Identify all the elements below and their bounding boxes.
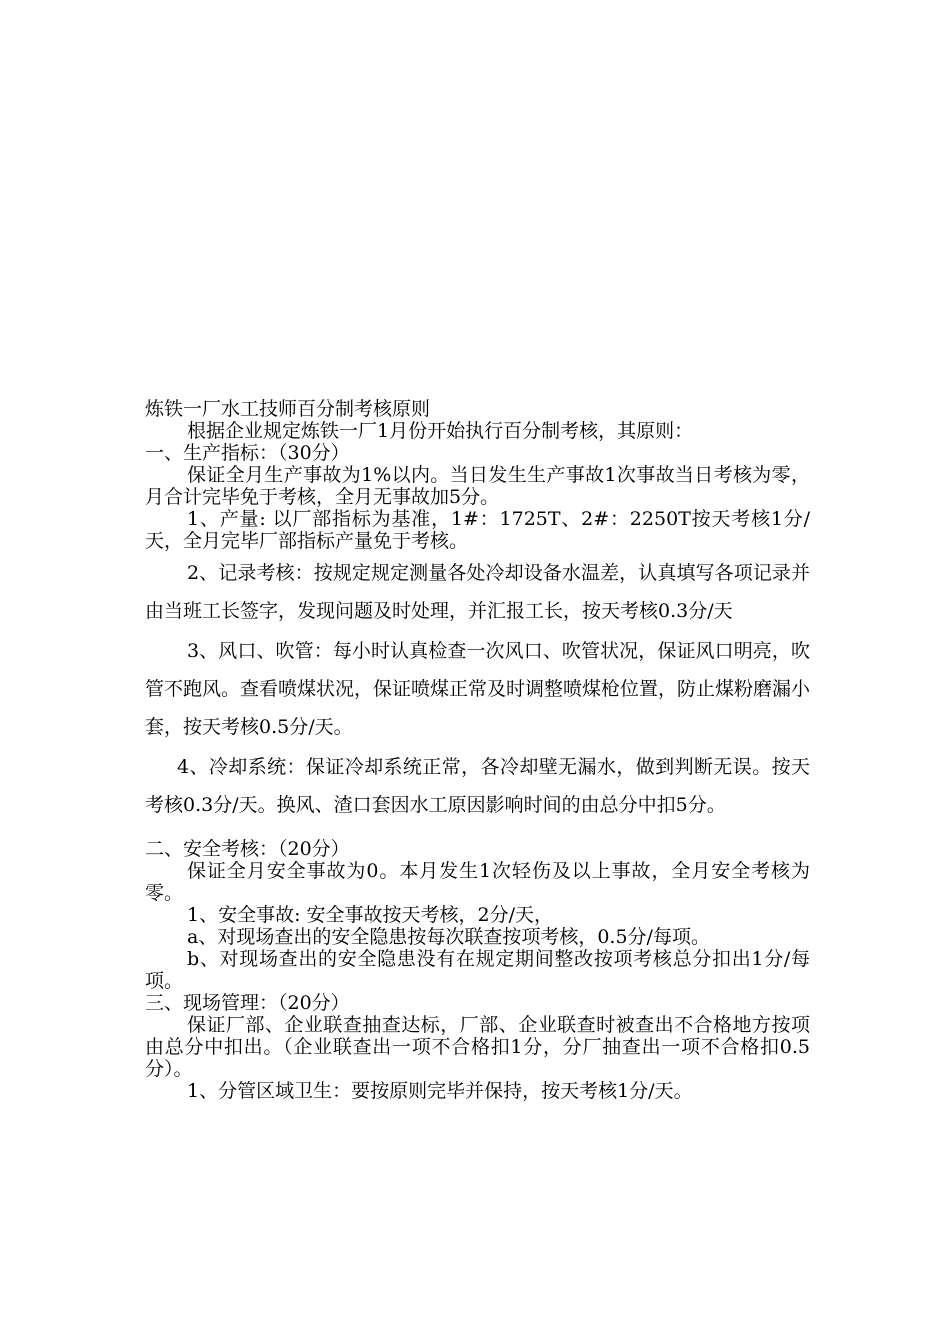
section-1-item-1: 1、产量: 以厂部指标为基准，1#：1725T、2#：2250T按天考核1分/天，全月完毕厂部指标产量免于考核。 xyxy=(145,508,810,552)
document-title: 炼铁一厂水工技师百分制考核原则 xyxy=(145,398,431,420)
document-page xyxy=(145,398,810,1102)
section-1-item-2: 2、记录考核：按规定规定测量各处冷却设备水温差，认真填写各项记录并由当班工长签字，发现问题及时处理，并汇报工长，按天考核0.3分/天 xyxy=(145,562,810,622)
section-3-heading: 三、现场管理：（20分） xyxy=(145,992,350,1014)
section-1-item-3: 3、风口、吹管：每小时认真检查一次风口、吹管状况，保证风口明亮，吹管不跑风。查看喷煤状况，保证喷煤正常及时调整喷煤枪位置，防止煤粉磨漏小套，按天考核0.5分/天。 xyxy=(145,640,811,738)
section-2-item-1: 1、安全事故: 安全事故按天考核，2分/天， xyxy=(187,904,554,926)
section-1-item-4: 4、冷却系统：保证冷却系统正常，各冷却壁无漏水，做到判断无误。按天考核0.3分/天。换风、渣口套因水工原因影响时间的由总分中扣5分。 xyxy=(145,756,810,816)
section-2-item-b: b、对现场查出的安全隐患没有在规定期间整改按项考核总分扣出1分/每项。 xyxy=(145,948,810,992)
section-3-paragraph: 保证厂部、企业联查抽查达标，厂部、企业联查时被查出不合格地方按项由总分中扣出。（企业联查出一项不合格扣1分，分厂抽查出一项不合格扣0.5分）。 xyxy=(145,1014,810,1080)
section-2-heading: 二、安全考核：（20分） xyxy=(145,838,350,860)
section-1-heading: 一、生产指标：（30分） xyxy=(145,442,350,464)
section-1-paragraph: 保证全月生产事故为1%以内。当日发生生产事故1次事故当日考核为零，月合计完毕免于考核，全月无事故加5分。 xyxy=(145,464,810,508)
section-2-item-a: a、对现场查出的安全隐患按每次联查按项考核，0.5分/每项。 xyxy=(187,926,710,948)
intro-paragraph: 根据企业规定炼铁一厂1月份开始执行百分制考核，其原则： xyxy=(187,420,694,442)
section-2-paragraph: 保证全月安全事故为0。本月发生1次轻伤及以上事故，全月安全考核为零。 xyxy=(145,860,810,904)
section-3-item-1: 1、分管区域卫生：要按原则完毕并保持，按天考核1分/天。 xyxy=(187,1080,693,1102)
